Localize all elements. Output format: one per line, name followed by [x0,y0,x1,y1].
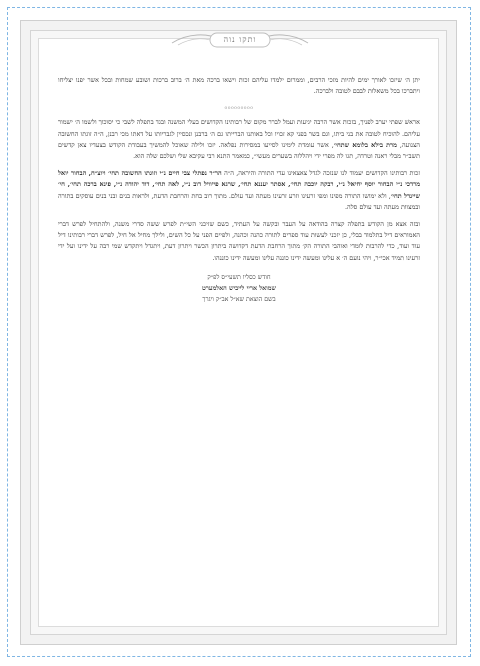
paragraph-children: זכות רבותינו הקדושים יעמוד לנו שנזכה לגדל צאצאינו עדי התורה והיראה, ה״ה הר״ר נפתלי צבי חיים נ״י וזוגתו החשובה תחי׳ ויוצ״ח, הבחור יואל מרדכי נ״י הבחור יוסף יחיאל נ״י, רבקה יוכבה תחי׳, אסתר יעננא תחי׳, שרגא פייוויל דוב נ״י, לאה תחי׳, דוד יהודה נ״י, פינא ברכה תחי׳, חי׳ שיינדל תחי׳, ולא ימושו התורה מפינו ומפי זרעינו וזרע זרעינו מעתה ועד עולם. מתוך רוב בחת והרחבת הדעת, ולראות בנים ובני בנים עוסקים בתורה ובמצוות מעתה ועד עולם סלה. [58,169,421,211]
section-divider: ooooooooo [224,106,254,112]
signature-name: שמואל אריי לייביש האלמערט [201,284,276,292]
header-title: ותקו נוה [223,35,257,44]
document-body [58,75,420,305]
signature-date: חודש כסליו תשעי״ס לפ״ק [207,273,271,281]
children-names: הר״ר נפתלי צבי חיים נ״י וזוגתו החשובה תחי׳ ויוצ״ח, הבחור יואל מרדכי נ״י הבחור יוסף יחיאל נ״י, רבקה יוכבה תחי׳, אסתר יעננא תחי׳, שרגא פייוויל דוב נ״י, לאה תחי׳, דוד יהודה נ״י, פינא ברכה תחי׳, חי׳ שיינדל תחי׳ [58,169,421,200]
wife-name: מרת בילא בלומא שתחי׳ [333,140,397,149]
paragraph-closing-prayer: ובזה אצא מן הקודש בתפלה קצרה בהודאה על העבר ובקשה על העתיד, כשם שזיכני השי״ת לפרש ששה סדרי משנה, ולהתחיל לפרש דברי האמוראים דיל בתלמוד בבלי, כן יזכני לעשות עוד ספרים לתורה כהנה וכהנה, ולפיים הפני על כל השים, ולילך מחיל אל חיל, לפרש דברי רבותינו דיל עוד ועוד, כדי להרבות לומדי ואוהבי התורה הק׳ מתוך הרחבת הדעת דקדושה ביתרון הכשר ויתרון דעת, ויתגדל ויתקדש שמי רבה על ידינו ועל ידי זרעינו תמיד אכי״ר, ויהי נועם ה׳ א עלינו ומעשה ידינו כוננה עלינו ומעשה ידינו כוננהו. [58,220,420,262]
paragraph-acknowledgement: אראשׁ שפתי יערב לפניך, בזכות אשר הרבה יגיעות ועמל לברר מקום של רבותינו הקדושים בעלי המשנה ובגד בתפלה לשבי כי יסוכוך ולשמו ה׳ ישמור עליהם. להוכיח לטובה את בני ביתו, וגם בשר בפני קא זכויו וכל באותנו הברייתו גם ה׳ ברבנן ונכסיין לגבריותו על דאתו מכי רבנן, ה״ה זוגתו החשובה הצנועה, מרת בילא בלומא שתחי׳, אשר עומדת לימינו לסייעו במסירות נפלאה. יזכו ולילה שאוכל להמשיך בעבודת הקודש בצעדיו צאן קדשים תשב״ר מבלי ראנה וטרדה, תגו לה מפרי ידי ויהללוה בשערים מעשי״, כמאמר התנא רבי עקיבא שלי ושלכם שלה הוא. [58,118,420,161]
signature-block [58,272,420,305]
paragraph-blessing: יתן ה׳ שיזכו לאורך ימים להיות מזכי הרבים, וממרום ילמדו עליהם זכות וישאו ברכה מאת ה׳ ברוב ברכות ושובע שמחות ובכל אשר יפנו יצליחו ויתברכו בכל משאלות לבבם לטובה ולברכה. [58,76,420,96]
signature-publisher: בשם הוצאת שא״ל אב״ק ויגרך [202,295,276,303]
